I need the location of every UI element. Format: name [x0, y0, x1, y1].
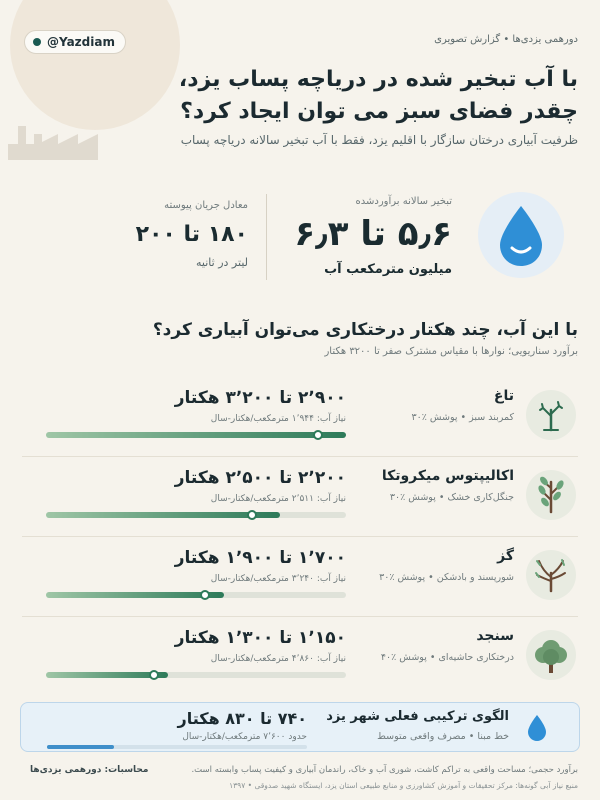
scenario-name: گز: [497, 548, 514, 564]
row-divider: [22, 456, 578, 457]
scenario-min-marker: [313, 430, 323, 440]
scenario-bar-track: [46, 512, 346, 518]
footer-credit: محاسبات: دورهمی یزدی‌ها: [30, 765, 149, 775]
row-divider: [22, 536, 578, 537]
footer-source: منبع نیاز آبی گونه‌ها: مرکز تحقیقات و آموزش کشاورزی و منابع طبیعی استان یزد، ایستگاه شهید صدوقی • ۱۳۹۷: [229, 781, 578, 790]
scenario-row-gaz: [0, 542, 600, 620]
city-water-need: حدود ۷٬۶۰۰ مترمکعب/هکتار-سال: [182, 732, 307, 742]
page-title: [38, 64, 578, 128]
eucalyptus-icon: [526, 470, 576, 520]
kicker: دورهمی یزدی‌ها • گزارش تصویری: [434, 34, 578, 45]
tamarisk-icon: [526, 550, 576, 600]
scenario-water-need: نیاز آب: ۴٬۸۶۰ مترمکعب/هکتار-سال: [210, 654, 346, 664]
scenario-meta: جنگل‌کاری خشک • پوشش ٪۳۰: [389, 492, 514, 503]
water-drop-icon: [478, 192, 564, 278]
flow-label: معادل جریان پیوسته: [164, 200, 248, 211]
footer-note: برآورد حجمی؛ مساحت واقعی به تراکم کاشت، شوری آب و خاک، راندمان آبیاری و کیفیت پساب وابسته است.: [191, 765, 578, 775]
evaporation-label: تبخیر سالانه برآوردشده: [355, 196, 452, 207]
title-line-2: چقدر فضای سبز می توان ایجاد کرد؟: [180, 99, 578, 124]
scenario-name: سنجد: [476, 628, 514, 644]
scenario-meta: شورپسند و بادشکن • پوشش ٪۳۰: [379, 572, 514, 583]
scenario-name: تاغ: [493, 388, 514, 404]
scenario-bar-track: [46, 672, 346, 678]
handle-text: @Yazdiam: [47, 35, 115, 49]
scenario-row-tagh: [0, 382, 600, 460]
scenario-min-marker: [247, 510, 257, 520]
evaporation-value: ۵٫۶ تا ۶٫۳: [294, 214, 452, 254]
scenario-meta: کمربند سبز • پوشش ٪۳۰: [411, 412, 514, 423]
scenario-min-marker: [200, 590, 210, 600]
page-subtitle: ظرفیت آبیاری درختان سازگار با اقلیم یزد، فقط با آب تبخیر سالانه دریاچه پساب: [180, 133, 578, 147]
city-bar: [47, 745, 114, 749]
city-range: ۷۴۰ تا ۸۳۰ هکتار: [177, 709, 307, 728]
water-drop-badge: [478, 192, 564, 278]
brand-dot-icon: [33, 38, 41, 46]
scenario-water-need: نیاز آب: ۲٬۵۱۱ مترمکعب/هکتار-سال: [210, 494, 346, 504]
row-divider: [22, 616, 578, 617]
city-name: الگوی ترکیبی فعلی شهر یزد: [326, 709, 509, 724]
scenario-bar: [46, 432, 346, 438]
water-drop-icon: [521, 712, 553, 744]
scenario-range: ۱٬۷۰۰ تا ۱٬۹۰۰ هکتار: [174, 548, 346, 568]
scenario-meta: درختکاری حاشیه‌ای • پوشش ٪۴۰: [380, 652, 514, 663]
scenario-row-eucalyptus: [0, 462, 600, 540]
scenario-bar: [46, 592, 224, 598]
scenario-name: اکالیپتوس میکروتکا: [381, 468, 514, 484]
section-title: با این آب، چند هکتار درختکاری می‌توان آبیاری کرد؟: [152, 320, 578, 340]
scenario-range: ۱٬۱۵۰ تا ۱٬۳۰۰ هکتار: [174, 628, 346, 648]
city-bar-track: [47, 745, 307, 749]
tree-icon: [526, 630, 576, 680]
scenario-row-senjed: [0, 622, 600, 700]
scenario-bar-track: [46, 432, 346, 438]
city-meta: خط مبنا • مصرف واقعی متوسط: [377, 731, 509, 742]
stat-divider: [266, 194, 267, 280]
scenario-range: ۲٬۲۰۰ تا ۲٬۵۰۰ هکتار: [174, 468, 346, 488]
scenario-water-need: نیاز آب: ۱٬۹۴۴ مترمکعب/هکتار-سال: [210, 414, 346, 424]
scenario-min-marker: [149, 670, 159, 680]
city-baseline-card: [20, 702, 580, 752]
flow-unit: لیتر در ثانیه: [196, 256, 248, 269]
evaporation-unit: میلیون مترمکعب آب: [324, 262, 452, 277]
scenario-range: ۲٬۹۰۰ تا ۳٬۲۰۰ هکتار: [174, 388, 346, 408]
section-subtitle: برآورد سناریویی؛ نوارها با مقیاس مشترک صفر تا ۳۲۰۰ هکتار: [324, 346, 578, 357]
scenario-bar: [46, 512, 280, 518]
account-handle[interactable]: [24, 30, 126, 54]
sapling-icon: [526, 390, 576, 440]
title-line-1: با آب تبخیر شده در دریاچه پساب یزد،: [178, 67, 578, 92]
scenario-bar-track: [46, 592, 346, 598]
flow-value: ۱۸۰ تا ۲۰۰: [135, 222, 248, 247]
scenario-water-need: نیاز آب: ۳٬۲۴۰ مترمکعب/هکتار-سال: [210, 574, 346, 584]
